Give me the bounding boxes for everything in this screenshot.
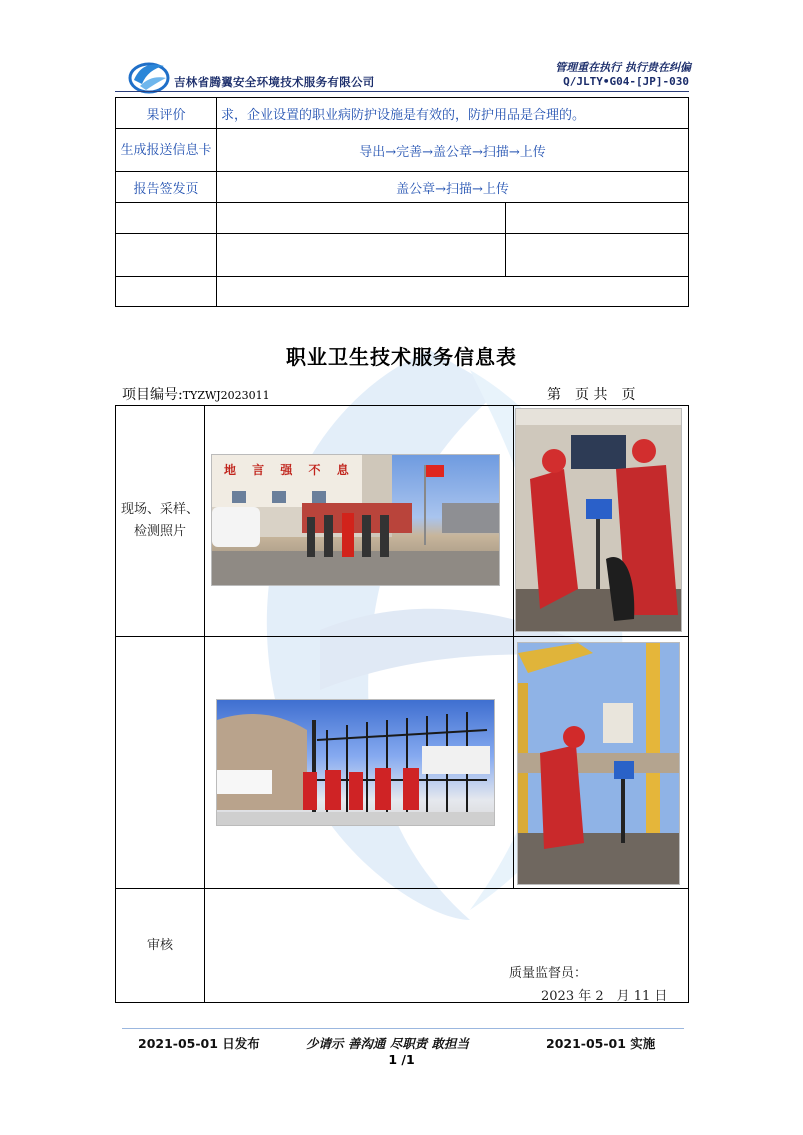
photo-sign-text: 地 言 强 不 息 — [224, 463, 355, 477]
footer-motto: 少请示 善沟通 尽职责 敢担当 — [306, 1036, 470, 1051]
page-number: 1 /1 — [388, 1052, 415, 1067]
header-slogan: 管理重在执行 执行贵在纠偏 — [555, 61, 691, 74]
empty-cell — [506, 203, 689, 234]
footer-implement-date: 2021-05-01 实施 — [546, 1036, 656, 1051]
company-logo — [128, 56, 170, 94]
company-name: 吉林省腾翼安全环境技术服务有限公司 — [174, 75, 375, 89]
footer-publish-date: 2021-05-01 日发布 — [138, 1036, 260, 1051]
empty-cell — [217, 277, 689, 307]
empty-cell — [506, 234, 689, 277]
review-date: 2023 年 2 月 11 日 — [541, 989, 668, 1004]
site-photo-gate-group — [211, 454, 500, 586]
empty-cell — [116, 203, 217, 234]
document-number: Q/JLTY•G04-[JP]-030 — [563, 75, 689, 88]
quality-supervisor-label: 质量监督员： — [509, 966, 588, 981]
photo-label: 现场、采样、检测照片 — [116, 406, 205, 637]
empty-cell — [116, 277, 217, 307]
row-label-signoff: 报告签发页 — [116, 172, 217, 203]
project-number-label: 项目编号: — [122, 387, 183, 403]
row-label-result: 果评价 — [116, 98, 217, 129]
row-text-signoff: 盖公章→扫描→上传 — [217, 172, 689, 203]
site-photo-pipeline-sampling — [517, 642, 680, 885]
project-number — [122, 384, 270, 404]
project-number-value: TYZWJ2023011 — [182, 389, 270, 402]
page-info: 第 页 共 页 — [547, 387, 636, 403]
empty-cell — [217, 234, 506, 277]
review-label: 审核 — [116, 889, 205, 1003]
site-photo-indoor-sampling — [515, 408, 682, 632]
footer-divider — [122, 1028, 684, 1029]
empty-cell — [217, 203, 506, 234]
empty-cell — [116, 234, 217, 277]
form-title: 职业卫生技术服务信息表 — [286, 345, 517, 369]
row-text-info-card: 导出→完善→盖公章→扫描→上传 — [217, 129, 689, 172]
row-label-info-card: 生成报送信息卡 — [116, 129, 217, 172]
process-table — [115, 97, 689, 307]
header-divider — [115, 91, 689, 92]
site-photo-iron-gate-group — [216, 699, 495, 826]
empty-label-cell — [116, 637, 205, 889]
row-text-result: 求，企业设置的职业病防护设施是有效的，防护用品是合理的。 — [217, 98, 689, 129]
